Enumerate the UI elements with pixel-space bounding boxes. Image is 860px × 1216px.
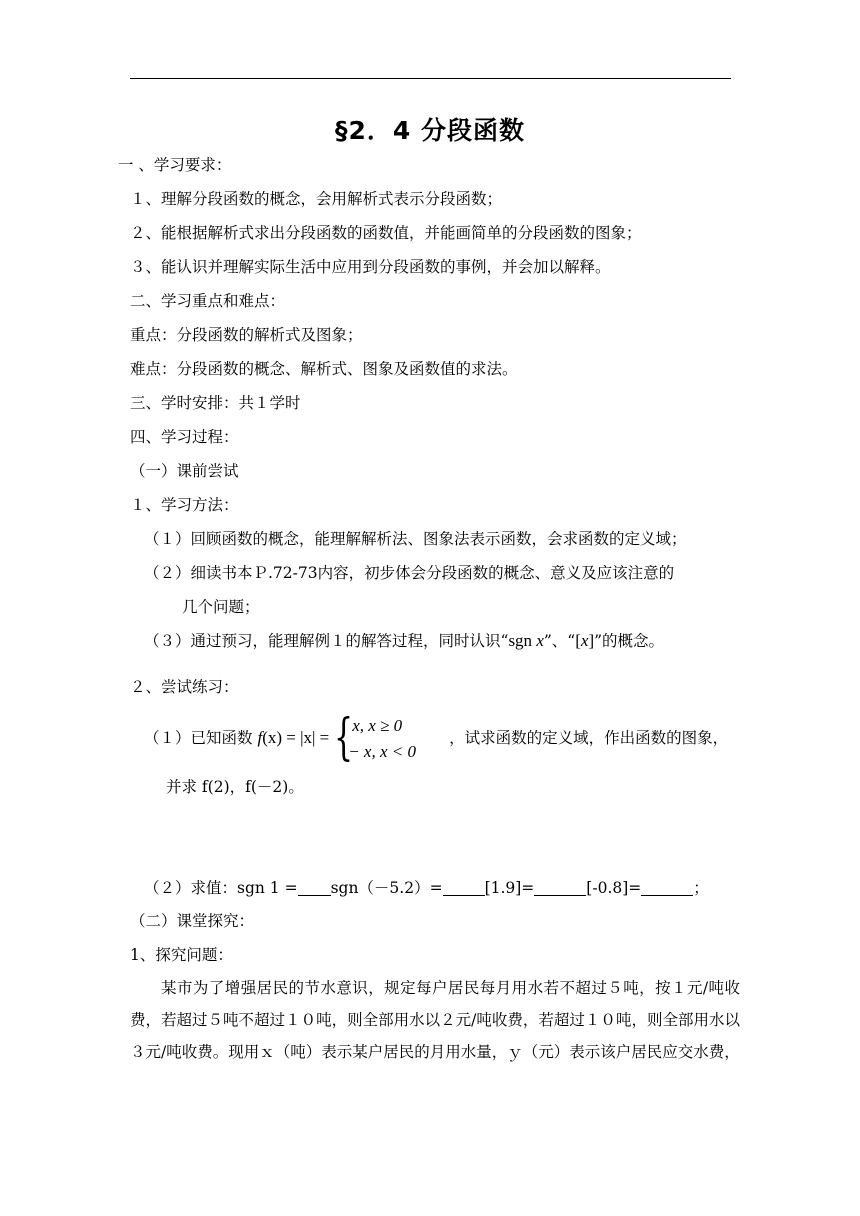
requirement-item: １、理解分段函数的概念，会用解析式表示分段函数； <box>130 190 503 208</box>
answer-blank[interactable] <box>534 879 586 896</box>
section-1-heading: 一 、学习要求： <box>118 156 232 174</box>
requirement-item: ２、能根据解析式求出分段函数的函数值，并能画简单的分段函数的图象； <box>130 224 642 242</box>
piecewise-cases: { x, x ≥ 0 − x, x < 0 <box>334 708 416 766</box>
pre-class-heading: （一）课前尝试 <box>130 462 239 480</box>
method-item-3: （３）通过预习，能理解例１的解答过程，同时认识“sgn x”、“[x]”的概念。 <box>144 631 665 650</box>
header-rule <box>130 78 731 79</box>
explore-problem-text: 某市为了增强居民的节水意识，规定每户居民每月用水若不超过５吨，按１元/吨收费，若超过５吨不超过１０吨，则全部用水以２元/吨收费，若超过１０吨，则全部用水以３元/吨收费。现用ｘ（吨）表示某户居民的月用水量，ｙ（元）表示该户居民应交水费， <box>130 979 740 1061</box>
practice-1: （１）已知函数 f(x) = |x| = { x, x ≥ 0 − x, x < 0 ，试求函数的定义域，作出函数的图象， <box>144 708 729 766</box>
requirement-item: ３、能认识并理解实际生活中应用到分段函数的事例，并会加以解释。 <box>130 258 611 276</box>
section-2-heading: 二、学习重点和难点： <box>130 292 286 310</box>
method-item-1: （１）回顾函数的概念，能理解解析法、图象法表示函数，会求函数的定义域； <box>144 530 687 548</box>
practice-heading: ２、尝试练习： <box>130 678 239 696</box>
section-3-heading: 三、学时安排：共１学时 <box>130 394 301 412</box>
section-4-heading: 四、学习过程： <box>130 428 239 446</box>
key-point: 重点：分段函数的解析式及图象； <box>130 326 363 344</box>
case-1: x, x ≥ 0 <box>352 716 403 735</box>
floor-bracket-symbol: [x] <box>575 631 595 650</box>
explore-heading: 1、探究问题： <box>130 946 233 964</box>
case-2: − x, x < 0 <box>348 742 416 761</box>
method-item-2: （２）细读书本Ｐ.72-73内容，初步体会分段函数的概念、意义及应该注意的 <box>144 564 675 582</box>
answer-blank[interactable] <box>641 879 693 896</box>
answer-blank[interactable] <box>298 879 331 896</box>
practice-2: （２）求值：sgn 1 = sgn（－5.2）= [1.9]= [-0.8]= ； <box>144 879 709 897</box>
sgn-symbol: sgn x <box>508 631 544 650</box>
method-heading: １、学习方法： <box>130 496 239 514</box>
difficulty: 难点：分段函数的概念、解析式、图象及函数值的求法。 <box>130 360 518 378</box>
page-title: §2．4 分段函数 <box>335 116 525 145</box>
answer-blank[interactable] <box>443 879 485 896</box>
method-item-2-cont: 几个问题； <box>182 598 260 616</box>
in-class-heading: （二）课堂探究： <box>130 912 255 930</box>
practice-1-cont: 并求 f(2)，f(－2)。 <box>166 778 304 796</box>
method-item-3-prefix: （３）通过预习，能理解例１的解答过程，同时认识“ <box>144 632 509 650</box>
function-definition: f(x) = |x| = <box>257 728 330 747</box>
